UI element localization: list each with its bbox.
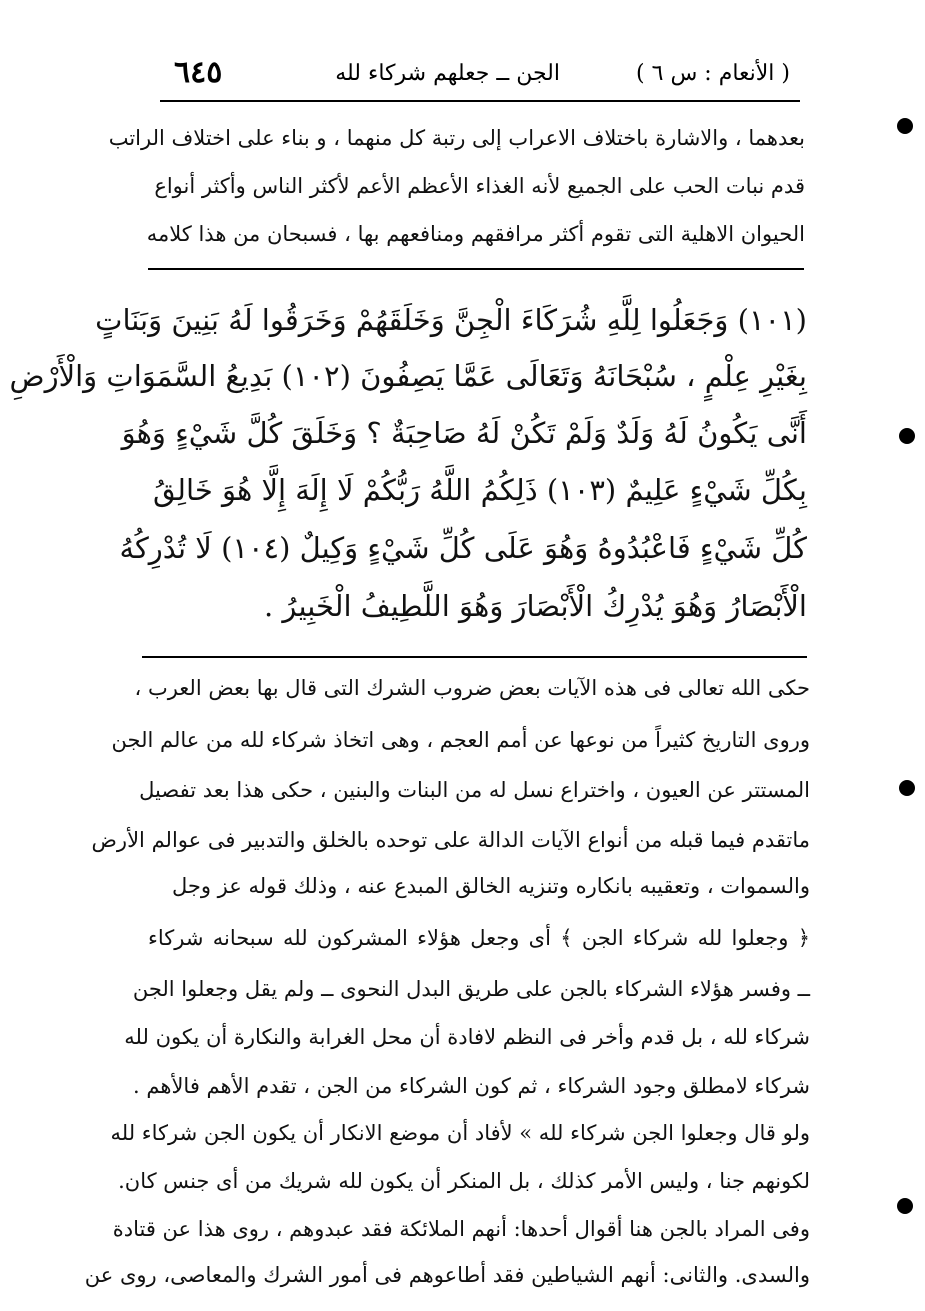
verse-line: الْأَبْصَارُ وَهُوَ يُدْرِكُ الْأَبْصَارَ وَهُوَ اللَّطِيفُ الْخَبِيرُ . <box>264 589 807 623</box>
commentary-body-line: ــ وفسر هؤلاء الشركاء بالجن على طريق البدل النحوى ــ ولم يقل وجعلوا الجن <box>132 977 810 1001</box>
binding-hole-mark <box>897 1198 913 1214</box>
commentary-intro-line: وروى التاريخ كثيراً من نوعها عن أمم العجم ، وهى اتخاذ شركاء لله من عالم الجن <box>111 728 810 752</box>
verse-line: أَنَّى يَكُونُ لَهُ وَلَدٌ وَلَمْ تَكُنْ لَهُ صَاحِبَةٌ ؟ وَخَلَقَ كُلَّ شَيْءٍ وَهُوَ <box>121 416 807 450</box>
top-text-line: الحيوان الاهلية التى تقوم أكثر مرافقهم ومنافعهم بها ، فسبحان من هذا كلامه <box>146 222 805 246</box>
binding-hole-mark <box>897 118 913 134</box>
commentary-body-line: وفى المراد بالجن هنا أقوال أحدها: أنهم الملائكة فقد عبدوهم ، روى هذا عن قتادة <box>112 1217 810 1241</box>
verse-line: بِغَيْرِ عِلْمٍ ، سُبْحَانَهُ وَتَعَالَى عَمَّا يَصِفُونَ (١٠٢) بَدِيعُ السَّمَوَاتِ وَالْأَرْضِ <box>9 359 807 393</box>
top-text-line: بعدهما ، والاشارة باختلاف الاعراب إلى رتبة كل منهما ، و بناء على اختلاف الراتب <box>108 126 805 150</box>
verse-bottom-rule <box>142 656 807 658</box>
verse-line: (١٠١) وَجَعَلُوا لِلَّهِ شُرَكَاءَ الْجِنَّ وَخَلَقَهُمْ وَخَرَقُوا لَهُ بَنِينَ وَبَنَاتٍ <box>95 303 807 337</box>
commentary-body-line: شركاء لله ، بل قدم وأخر فى النظم لافادة أن محل الغرابة والنكارة أن يكون لله <box>124 1025 810 1049</box>
top-text-line: قدم نبات الحب على الجميع لأنه الغذاء الأعظم الأعم لأكثر الناس وأكثر أنواع <box>154 174 805 198</box>
verse-line: كُلِّ شَيْءٍ فَاعْبُدُوهُ وَهُوَ عَلَى كُلِّ شَيْءٍ وَكِيلٌ (١٠٤) لَا تُدْرِكُهُ <box>119 531 807 565</box>
running-header <box>150 55 790 95</box>
surah-reference: ( الأنعام : س ٦ ) <box>636 61 790 86</box>
commentary-body-line: ولو قال وجعلوا الجن شركاء لله » لأفاد أن موضع الانكار أن يكون الجن شركاء لله <box>110 1121 810 1145</box>
binding-hole-mark <box>899 428 915 444</box>
commentary-body-line: لكونهم جنا ، وليس الأمر كذلك ، بل المنكر أن يكون لله شريك من أى جنس كان. <box>118 1169 810 1193</box>
commentary-body-line: ﴿ وجعلوا لله شركاء الجن ﴾ أى وجعل هؤلاء المشركون لله سبحانه شركاء <box>148 926 810 950</box>
verse-top-rule <box>148 268 804 270</box>
commentary-body-line: شركاء لامطلق وجود الشركاء ، ثم كون الشركاء من الجن ، تقدم الأهم فالأهم . <box>133 1074 810 1098</box>
commentary-body-line: والسدى. والثانى: أنهم الشياطين فقد أطاعوهم فى أمور الشرك والمعاصى، روى عن <box>84 1263 810 1287</box>
verse-line: بِكُلِّ شَيْءٍ عَلِيمٌ (١٠٣) ذَلِكُمُ اللَّهُ رَبُّكُمْ لَا إِلَهَ إِلَّا هُوَ خَالِقُ <box>152 473 807 507</box>
header-rule <box>160 100 800 102</box>
commentary-intro-line: ماتقدم فيما قبله من أنواع الآيات الدالة على توحده بالخلق والتدبير فى عوالم الأرض <box>91 828 810 852</box>
page-topic: الجن ــ جعلهم شركاء لله <box>335 61 560 86</box>
commentary-intro-line: حكى الله تعالى فى هذه الآيات بعض ضروب الشرك التى قال بها بعض العرب ، <box>134 676 810 700</box>
binding-hole-mark <box>899 780 915 796</box>
commentary-intro-line: المستتر عن العيون ، واختراع نسل له من البنات والبنين ، حكى هذا بعد تفصيل <box>139 778 810 802</box>
commentary-intro-line: والسموات ، وتعقيبه بانكاره وتنزيه الخالق المبدع عنه ، وذلك قوله عز وجل <box>171 874 810 898</box>
page-number: ٦٤٥ <box>174 55 223 90</box>
